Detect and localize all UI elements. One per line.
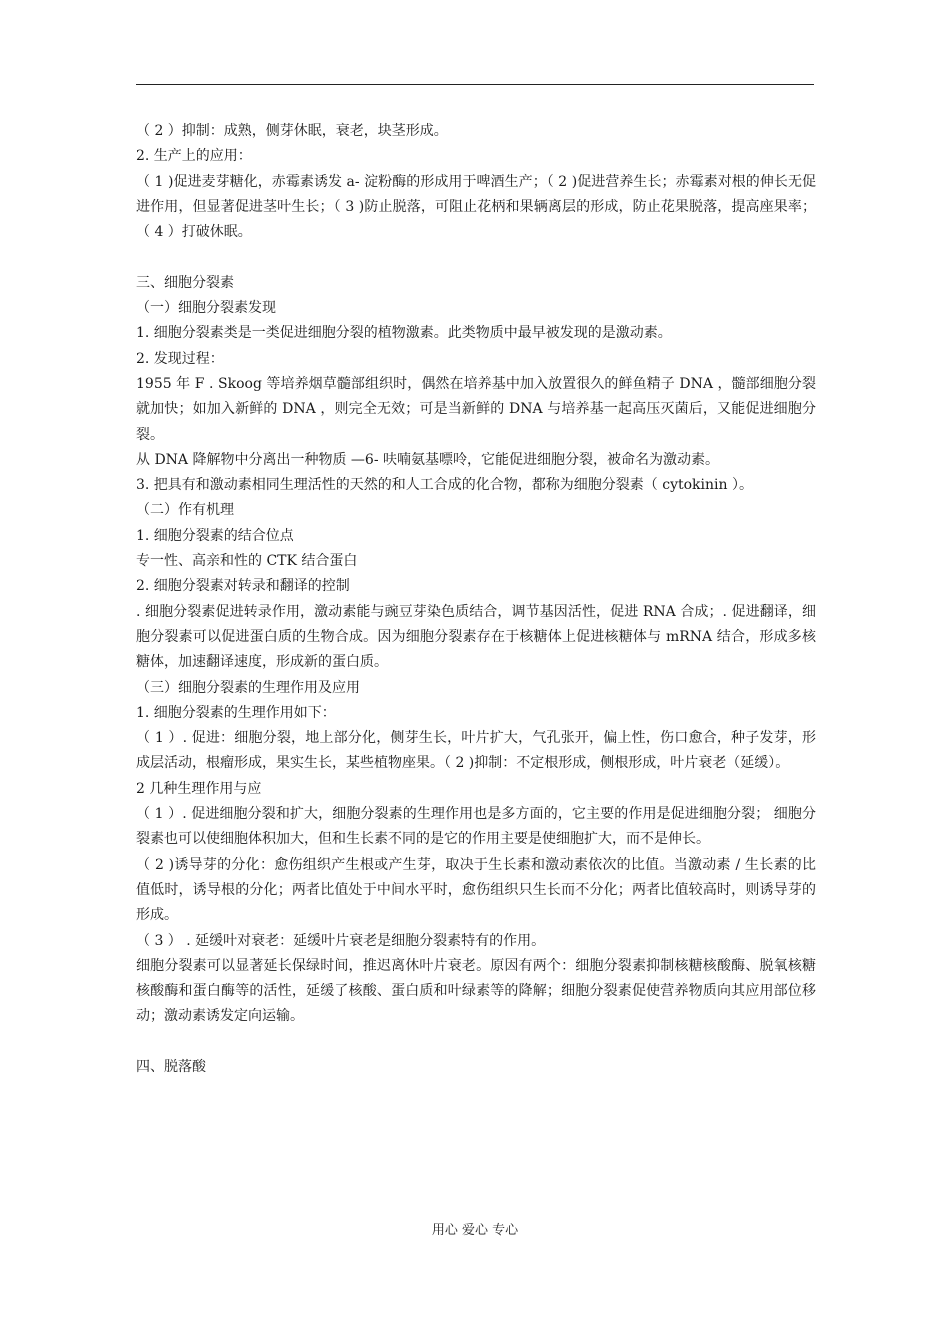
paragraph: 2. 生产上的应用： — [136, 148, 252, 165]
header-rule — [136, 84, 814, 85]
paragraph: （ 2 ）抑制：成熟，侧芽休眠，衰老，块茎形成。 — [136, 123, 448, 139]
page-footer: 用心 爱心 专心 — [431, 1223, 519, 1238]
blank-line — [136, 1030, 816, 1055]
paragraph: 2. 发现过程： — [136, 350, 224, 367]
subsection-heading: （二）作有机理 — [136, 502, 234, 519]
subsection-heading: （三）细胞分裂素的生理作用及应用 — [136, 679, 360, 696]
blank-line — [136, 245, 816, 270]
paragraph: 细胞分裂素可以显著延长保绿时间，推迟离休叶片衰老。原因有两个：细胞分裂素抑制核糖核酸酶、脱氧核糖核酸酶和蛋白酶等的活性，延缓了核酸、蛋白质和叶绿素等的降解；细胞分裂素促使营养物质向其应用部位移动；激动素诱发定向运输。 — [136, 957, 816, 1025]
paragraph: 1955 年 F . Skoog 等培养烟草髓部组织时，偶然在培养基中加入放置很久的鲜鱼精子 DNA ，髓部细胞分裂就加快；如加入新鲜的 DNA ，则完全无效；可是当新鲜的 DNA 与培养基一起高压灭菌后，又能促进细胞分裂。 — [136, 375, 816, 443]
paragraph: （ 2 )诱导芽的分化：愈伤组织产生根或产生芽，取决于生长素和激动素依次的比值。当激动素 / 生长素的比值低时，诱导根的分化；两者比值处于中间水平时，愈伤组织只生长而不分化；两者比值较高时，则诱导芽的形成。 — [136, 856, 816, 924]
paragraph: 3. 把具有和激动素相同生理活性的天然的和人工合成的化合物，都称为细胞分裂素（ cytokinin ）。 — [136, 477, 753, 494]
paragraph: （ 3 ） . 延缓叶对衰老：延缓叶片衰老是细胞分裂素特有的作用。 — [136, 932, 546, 949]
paragraph: （ 1 ）. 促进细胞分裂和扩大，细胞分裂素的生理作用也是多方面的，它主要的作用是促进细胞分裂； 细胞分裂素也可以使细胞体积加大，但和生长素不同的是它的作用主要是使细胞扩大，而不是伸长。 — [136, 806, 816, 848]
paragraph: 2. 细胞分裂素对转录和翻译的控制 — [136, 578, 350, 595]
paragraph: 1. 细胞分裂素类是一类促进细胞分裂的植物激素。此类物质中最早被发现的是激动素。 — [136, 325, 672, 342]
section-heading: 四、脱落酸 — [136, 1058, 206, 1075]
paragraph: （ 1 )促进麦芽糖化，赤霉素诱发 a- 淀粉酶的形成用于啤酒生产；（ 2 )促进营养生长；赤霉素对根的伸长无促进作用，但显著促进茎叶生长；（ 3 )防止脱落，可阻止花柄和果辆离层的形成，防止花果脱落，提高座果率；（ 4 ）打破休眠。 — [136, 173, 816, 241]
paragraph: 2 几种生理作用与应 — [136, 780, 262, 797]
paragraph: 1. 细胞分裂素的生理作用如下： — [136, 704, 336, 721]
paragraph: 1. 细胞分裂素的结合位点 — [136, 527, 294, 544]
paragraph: 从 DNA 降解物中分离出一种物质 —6- 呋喃氨基嘌呤，它能促进细胞分裂，被命名为激动素。 — [136, 451, 720, 468]
paragraph: 专一性、高亲和性的 CTK 结合蛋白 — [136, 553, 358, 570]
paragraph: . 细胞分裂素促进转录作用，激动素能与豌豆芽染色质结合，调节基因活性，促进 RNA 合成；. 促进翻译，细胞分裂素可以促进蛋白质的生物合成。因为细胞分裂素存在于核糖体上促进核糖体与 mRNA 结合，形成多核糖体，加速翻译速度，形成新的蛋白质。 — [136, 603, 816, 671]
paragraph: （ 1 ）. 促进：细胞分裂，地上部分化，侧芽生长，叶片扩大，气孔张开，偏上性，伤口愈合，种子发芽，形成层活动，根瘤形成，果实生长，某些植物座果。（ 2 )抑制：不定根形成，侧根形成，叶片衰老（延缓）。 — [136, 730, 816, 772]
section-heading: 三、细胞分裂素 — [136, 274, 234, 291]
subsection-heading: （一）细胞分裂素发现 — [136, 300, 276, 317]
document-body — [136, 119, 816, 1080]
